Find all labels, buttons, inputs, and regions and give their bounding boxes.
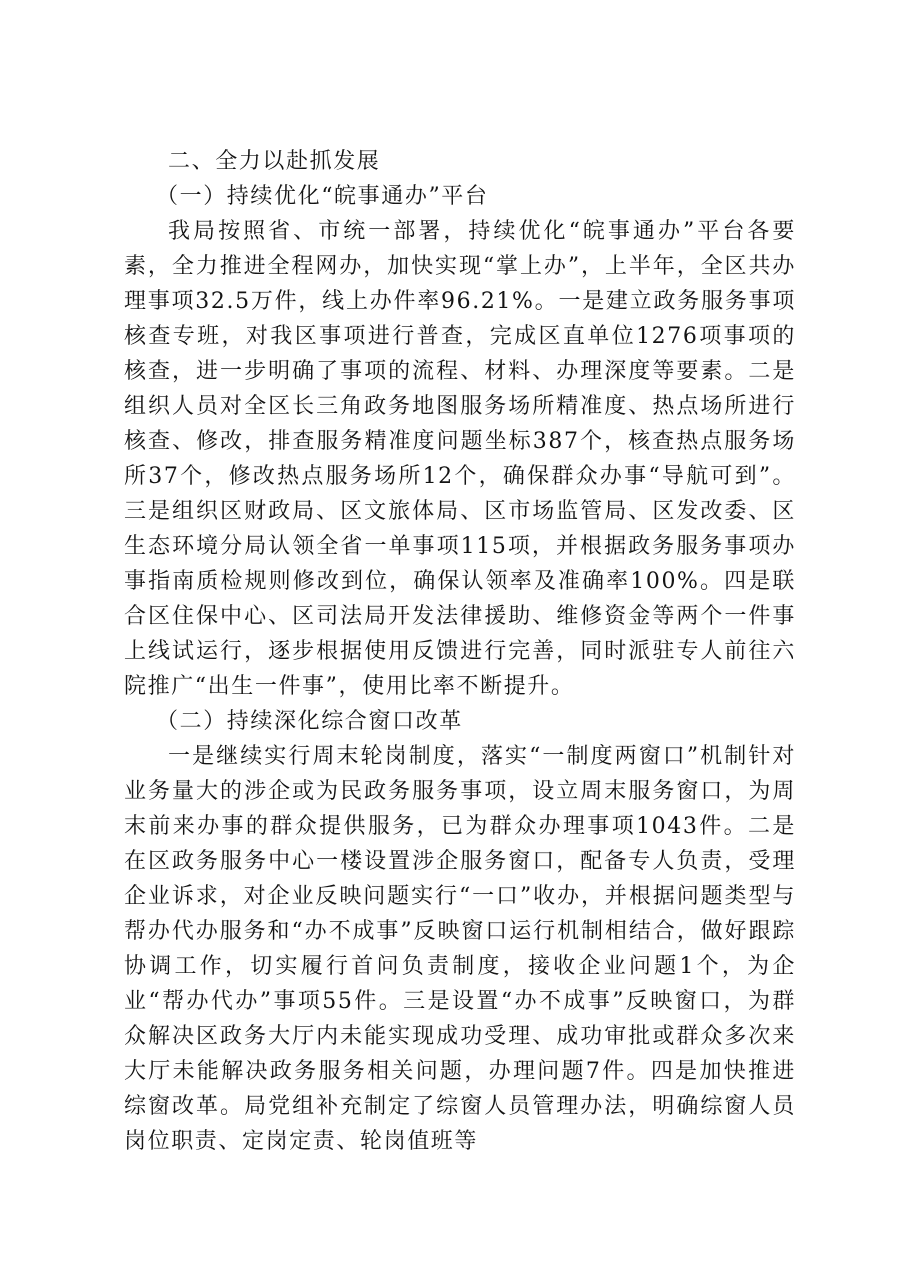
document-body xyxy=(124,144,796,1159)
section1-paragraph: 我局按照省、市统一部署，持续优化“皖事通办”平台各要素，全力推进全程网办，加快实现“掌上办”，上半年，全区共办理事项32.5万件，线上办件率96.21%。一是建立政务服务事项核查专班，对我区事项进行普查，完成区直单位1276项事项的核查，进一步明确了事项的流程、材料、办理深度等要素。二是组织人员对全区长三角政务地图服务场所精准度、热点场所进行核查、修改，排查服务精准度问题坐标387个，核查热点服务场所37个，修改热点服务场所12个，确保群众办事“导航可到”。三是组织区财政局、区文旅体局、区市场监管局、区发改委、区生态环境分局认领全省一单事项115项，并根据政务服务事项办事指南质检规则修改到位，确保认领率及准确率100%。四是联合区住保中心、区司法局开发法律援助、维修资金等两个一件事上线试运行，逐步根据使用反馈进行完善，同时派驻专人前往六院推广“出生一件事”，使用比率不断提升。 xyxy=(124,219,796,699)
section2-heading: （二）持续深化综合窗口改革 xyxy=(156,709,463,734)
section1-heading: （一）持续优化“皖事通办”平台 xyxy=(156,184,489,209)
main-heading: 二、全力以赴抓发展 xyxy=(168,149,381,174)
section2-paragraph: 一是继续实行周末轮岗制度，落实“一制度两窗口”机制针对业务量大的涉企或为民政务服务事项，设立周末服务窗口，为周末前来办事的群众提供服务，已为群众办理事项1043件。二是在区政务服务中心一楼设置涉企服务窗口，配备专人负责，受理企业诉求，对企业反映问题实行“一口”收办，并根据问题类型与帮办代办服务和“办不成事”反映窗口运行机制相结合，做好跟踪协调工作，切实履行首问负责制度，接收企业问题1个，为企业“帮办代办”事项55件。三是设置“办不成事”反映窗口，为群众解决区政务大厅内未能实现成功受理、成功审批或群众多次来大厅未能解决政务服务相关问题，办理问题7件。四是加快推进综窗改革。局党组补充制定了综窗人员管理办法，明确综窗人员岗位职责、定岗定责、轮岗值班等 xyxy=(124,744,796,1154)
